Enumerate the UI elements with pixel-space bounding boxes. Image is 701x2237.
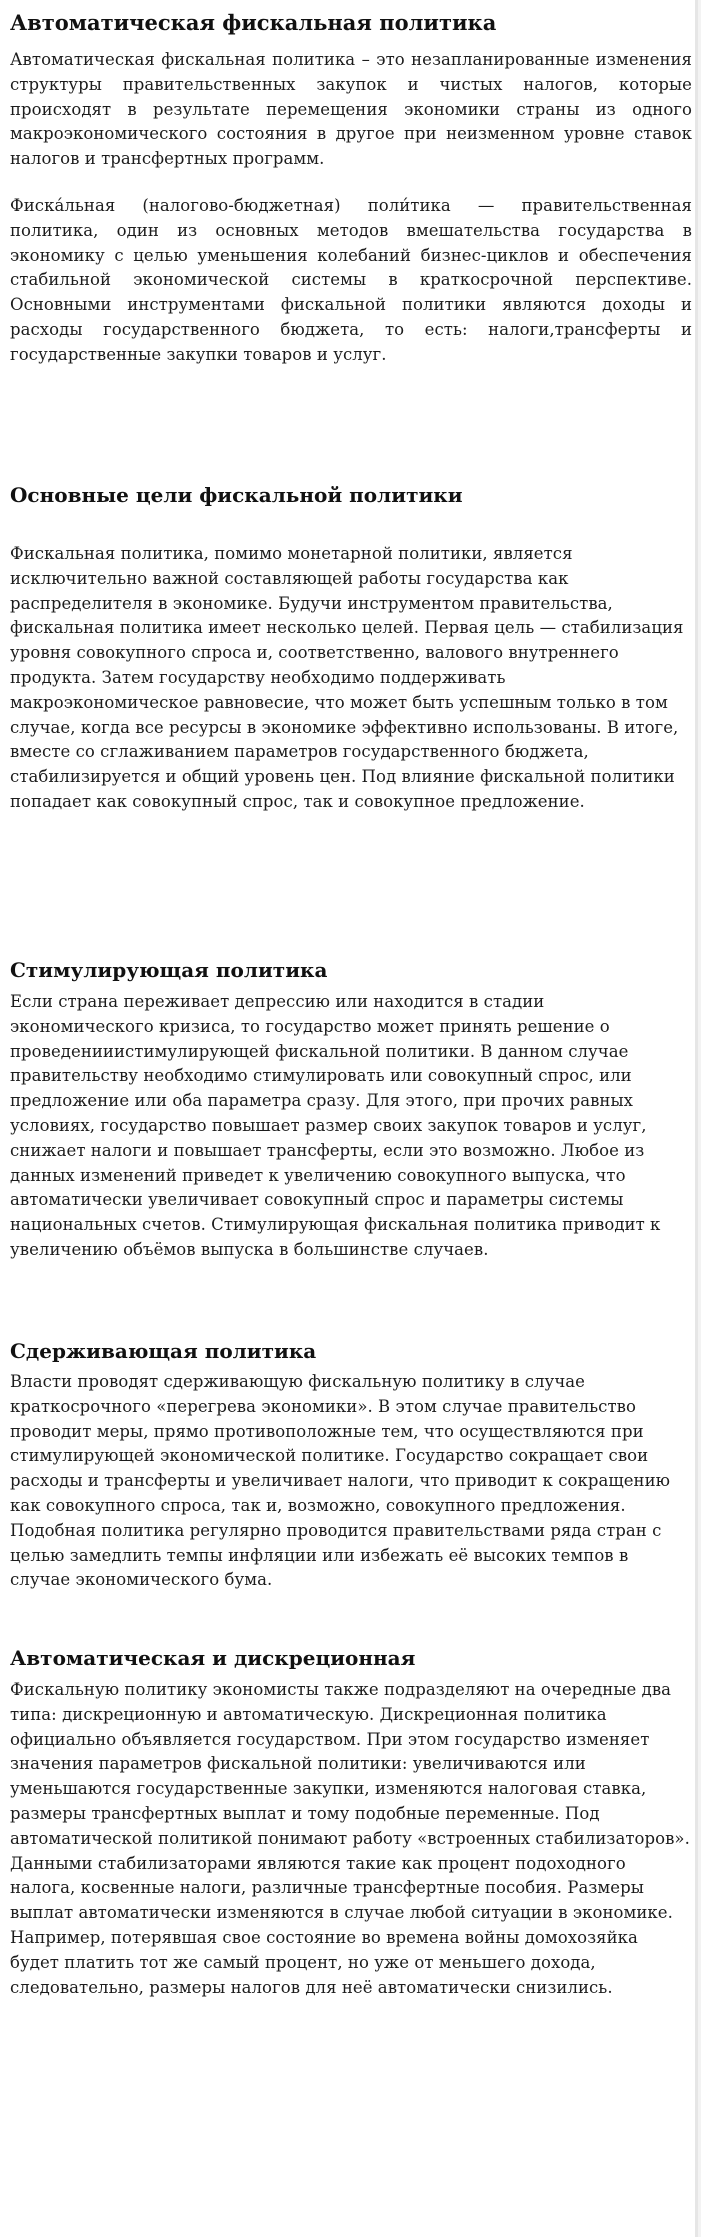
- goals-heading: Основные цели фискальной политики: [10, 483, 463, 507]
- restraining-paragraph: Власти проводят сдерживающую фискальную политику в случае краткосрочного «перегрева экономики». В этом случае правительство проводит меры, прямо противоположные тем, что осуществляются при стимулирующей экономической политике. Государство сокращает свои расходы и трансферты и увеличивает налоги, что приводит к сокращению как совокупного спроса, так и, возможно, совокупного предложения. Подобная политика регулярно проводится правительствами ряда стран с целью замедлить темпы инфляции или избежать её высоких темпов в случае экономического бума.: [10, 1372, 671, 1590]
- stimulating-paragraph: Если страна переживает депрессию или находится в стадии экономического кризиса, то государство может принять решение о проведенииистимулирующей фискальной политики. В данном случае правительству необходимо стимулировать или совокупный спрос, или предложение или оба параметра сразу. Для этого, при прочих равных условиях, государство повышает размер своих закупок товаров и услуг, снижает налоги и повышает трансферты, если это возможно. Любое из данных изменений приведет к увеличению совокупного выпуска, что автоматически увеличивает совокупный спрос и параметры системы национальных счетов. Стимулирующая фискальная политика приводит к увеличению объёмов выпуска в большинстве случаев.: [10, 992, 661, 1259]
- goals-paragraph-block: [10, 542, 692, 815]
- article-title: Автоматическая фискальная политика: [10, 10, 497, 35]
- stimulating-heading: Стимулирующая политика: [10, 958, 328, 982]
- intro-paragraph-1: Автоматическая фискальная политика – это незапланированные изменения структуры правительственных закупок и чистых налогов, которые происходят в результате перемещения экономики страны из одного макроэкономического состояния в другое при неизменном уровне ставок налогов и трансфертных программ.: [10, 50, 692, 169]
- stimulating-heading-block: [10, 955, 692, 985]
- article-title-block: [10, 8, 692, 38]
- intro-paragraph-1-block: [10, 48, 692, 172]
- restraining-paragraph-block: [10, 1370, 692, 1593]
- goals-paragraph: Фискальная политика, помимо монетарной политики, является исключительно важной составляющей работы государства как распределителя в экономике. Будучи инструментом правительства, фискальная политика имеет несколько целей. Первая цель — стабилизация уровня совокупного спроса и, соответственно, валового внутреннего продукта. Затем государству необходимо поддерживать макроэкономическое равновесие, что может быть успешным только в том случае, когда все ресурсы в экономике эффективно использованы. В итоге, вместе со сглаживанием параметров государственного бюджета, стабилизируется и общий уровень цен. Под влияние фискальной политики попадает как совокупный спрос, так и совокупное предложение.: [10, 544, 684, 811]
- intro-paragraph-2-block: [10, 194, 692, 368]
- discretionary-heading: Автоматическая и дискреционная: [10, 1646, 416, 1670]
- discretionary-paragraph: Фискальную политику экономисты также подразделяют на очередные два типа: дискреционную и автоматическую. Дискреционная политика официально объявляется государством. При этом государство изменяет значения параметров фискальной политики: увеличиваются или уменьшаются государственные закупки, изменяются налоговая ставка, размеры трансфертных выплат и тому подобные переменные. Под автоматической политикой понимают работу «встроенных стабилизаторов». Данными стабилизаторами являются такие как процент подоходного налога, косвенные налоги, различные трансфертные пособия. Размеры выплат автоматически изменяются в случае любой ситуации в экономике. Например, потерявшая свое состояние во времена войны домохозяйка будет платить тот же самый процент, но уже от меньшего дохода, следовательно, размеры налогов для неё автоматически снизились.: [10, 1680, 690, 1997]
- discretionary-heading-block: [10, 1643, 692, 1673]
- restraining-heading: Сдерживающая политика: [10, 1339, 317, 1363]
- restraining-heading-block: [10, 1336, 692, 1366]
- intro-paragraph-2: Фиска́льная (налогово-бюджетная) поли́тика — правительственная политика, один из основных методов вмешательства государства в экономику с целью уменьшения колебаний бизнес-циклов и обеспечения стабильной экономической системы в краткосрочной перспективе. Основными инструментами фискальной политики являются доходы и расходы государственного бюджета, то есть: налоги,трансферты и государственные закупки товаров и услуг.: [10, 196, 692, 364]
- discretionary-paragraph-block: [10, 1678, 692, 2000]
- goals-heading-block: [10, 480, 692, 510]
- stimulating-paragraph-block: [10, 990, 692, 1263]
